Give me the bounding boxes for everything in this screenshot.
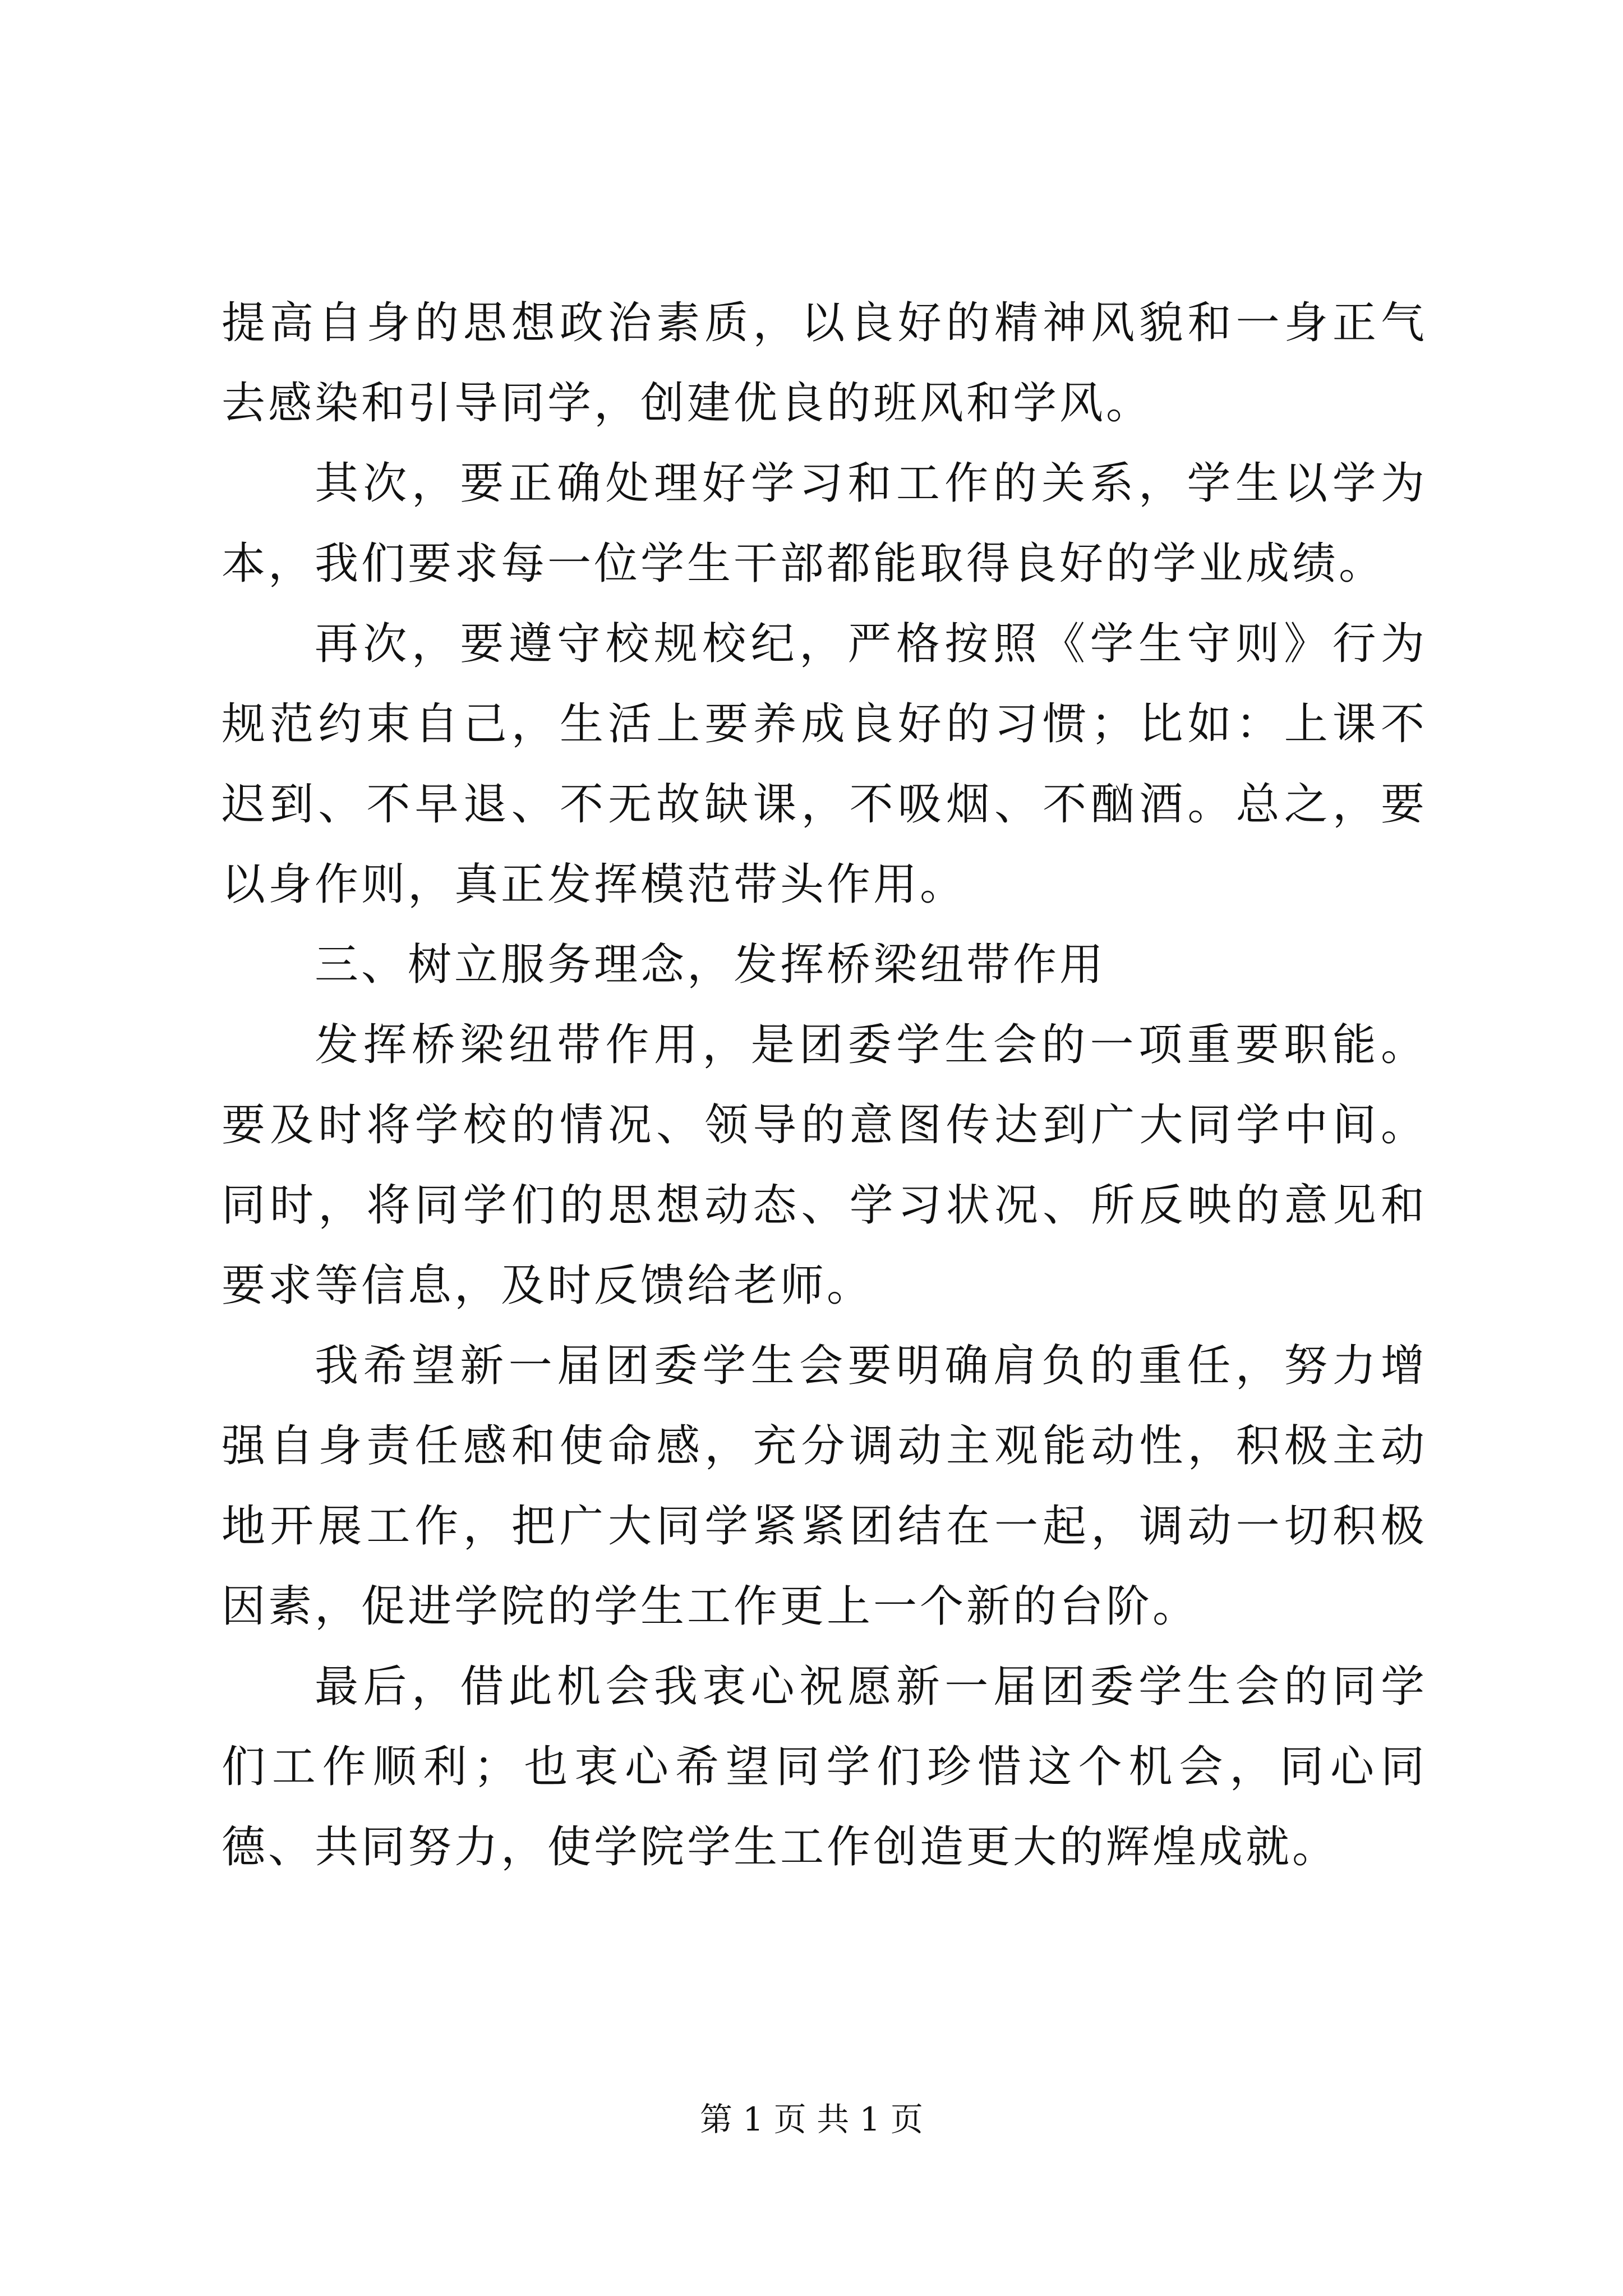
paragraph-2: 其次，要正确处理好学习和工作的关系，学生以学为本，我们要求每一位学生干部都能取得良好的学业成绩。 <box>222 458 1427 589</box>
paragraph-6: 我希望新一届团委学生会要明确肩负的重任，努力增强自身责任感和使命感，充分调动主观能动性，积极主动地开展工作，把广大同学紧紧团结在一起，调动一切积极因素，促进学院的学生工作更上一个新的台阶。 <box>222 1341 1427 1632</box>
document-body <box>222 283 1427 1888</box>
paragraph-1: 提高自身的思想政治素质，以良好的精神风貌和一身正气去感染和引导同学，创建优良的班风和学风。 <box>222 298 1427 429</box>
paragraph-5: 发挥桥梁纽带作用，是团委学生会的一项重要职能。要及时将学校的情况、领导的意图传达到广大同学中间。同时，将同学们的思想动态、学习状况、所反映的意见和要求等信息，及时反馈给老师。 <box>222 1020 1427 1311</box>
page-number-footer: 第 1 页 共 1 页 <box>700 2100 923 2138</box>
paragraph-7: 最后，借此机会我衷心祝愿新一届团委学生会的同学们工作顺利；也衷心希望同学们珍惜这个机会，同心同德、共同努力，使学院学生工作创造更大的辉煌成就。 <box>222 1662 1427 1872</box>
section-heading: 三、树立服务理念，发挥桥梁纽带作用 <box>315 940 1106 990</box>
paragraph-3: 再次，要遵守校规校纪，严格按照《学生守则》行为规范约束自己，生活上要养成良好的习惯；比如：上课不迟到、不早退、不无故缺课，不吸烟、不酗酒。总之，要以身作则，真正发挥模范带头作用。 <box>222 619 1427 910</box>
